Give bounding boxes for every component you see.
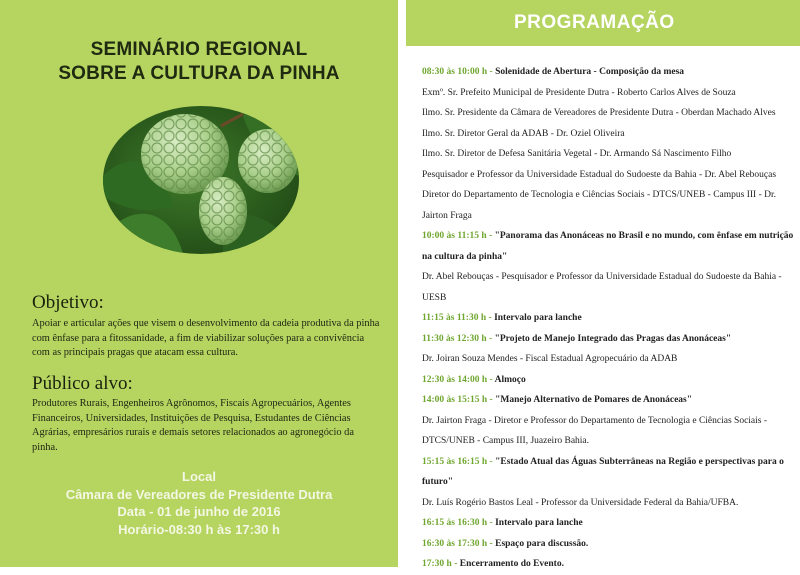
schedule-detail: Ilmo. Sr. Presidente da Câmara de Vereadores de Presidente Dutra - Oberdan Machado Alves (422, 108, 776, 118)
schedule-event: "Estado Atual das Águas Subterrâneas na Região e perspectivas para o (495, 456, 784, 467)
objetivo-heading: Objetivo: (32, 292, 104, 313)
schedule-time: 17:30 h - (422, 559, 460, 569)
schedule-line (422, 534, 798, 555)
schedule-event: "Projeto de Manejo Integrado das Pragas das Anonáceas" (494, 333, 732, 344)
schedule-detail: Dr. Jairton Fraga - Diretor e Professor do Departamento de Tecnologia e Ciências Sociais - (422, 415, 768, 426)
local-place: Câmara de Vereadores de Presidente Dutra (65, 486, 333, 502)
schedule-line (422, 247, 798, 268)
schedule-line (422, 206, 798, 227)
schedule-detail: Dr. Joiran Souza Mendes - Fiscal Estadual Agropecuário da ADAB (422, 354, 678, 364)
schedule-event: "Manejo Alternativo de Pomares de Anonáceas" (495, 395, 693, 405)
left-panel (0, 0, 398, 567)
schedule-detail: UESB (422, 292, 447, 303)
schedule-event: na cultura da pinha" (422, 251, 508, 262)
schedule-line (422, 308, 798, 329)
schedule-line (422, 124, 798, 145)
programacao-heading: PROGRAMAÇÃO (514, 12, 675, 33)
schedule-time: 16:30 às 17:30 h - (422, 538, 496, 549)
event-time: Horário-08:30 h às 17:30 h (118, 521, 280, 537)
schedule-event: Solenidade de Abertura - Composição da mesa (495, 67, 685, 77)
schedule-detail: Diretor do Departamento de Tecnologia e Ciências Sociais - DTCS/UNEB - Campus III - Dr. (422, 190, 777, 200)
schedule-line (422, 83, 798, 104)
schedule-time: 11:15 às 11:30 h - (422, 313, 495, 323)
schedule-line (422, 452, 798, 473)
schedule-time: 08:30 às 10:00 h - (422, 67, 496, 77)
fruit-illustration (103, 106, 299, 254)
schedule-detail: Dr. Abel Rebouças - Pesquisador e Professor da Universidade Estadual do Sudoeste da Bahia - (422, 272, 782, 282)
schedule-line (422, 493, 798, 514)
schedule-detail: DTCS/UNEB - Campus III, Juazeiro Bahia. (422, 436, 590, 446)
schedule-event: Almoço (494, 374, 526, 385)
schedule-detail: Jairton Fraga (422, 210, 472, 221)
schedule-detail: Ilmo. Sr. Diretor de Defesa Sanitária Vegetal - Dr. Armando Sá Nascimento Filho (422, 149, 732, 159)
schedule-line (422, 226, 798, 247)
seminar-title (0, 38, 398, 86)
schedule-line (422, 165, 798, 186)
schedule-time: 14:00 às 15:15 h - (422, 395, 496, 405)
title-line-2: SOBRE A CULTURA DA PINHA (58, 63, 340, 84)
schedule-event: futuro" (422, 477, 453, 487)
schedule-line (422, 349, 798, 370)
schedule-event: Encerramento do Evento. (459, 559, 564, 569)
schedule-line (422, 267, 798, 288)
schedule-event: "Panorama das Anonáceas no Brasil e no mundo, com ênfase em nutrição (494, 231, 794, 241)
schedule-time: 16:15 às 16:30 h - (422, 518, 496, 528)
schedule-line (422, 185, 798, 206)
schedule-line (422, 62, 798, 83)
schedule-time: 15:15 às 16:15 h - (422, 456, 496, 467)
publico-alvo-text: Produtores Rurais, Engenheiros Agrônomos, Fiscais Agropecuários, Agentes Financeiros, Universidades, Instituições de Pesquisa, Estudantes de Ciências Agrárias, empresários rurais e demais setores relacionados ao agronegócio da pinha. (32, 398, 354, 453)
objetivo-text: Apoiar e articular ações que visem o desenvolvimento da cadeia produtiva da pinha com ênfase para a fitossanidade, a fim de viabilizar soluções para a convivência com as principais pragas que atacam essa cultura. (32, 318, 380, 359)
schedule-detail: Pesquisador e Professor da Universidade Estadual do Sudoeste da Bahia - Dr. Abel Rebouças (422, 169, 777, 180)
schedule-time: 11:30 às 12:30 h - (422, 333, 495, 344)
schedule-time: 12:30 às 14:00 h - (422, 374, 495, 385)
schedule-line (422, 411, 798, 432)
event-details (0, 468, 398, 538)
publico-alvo-heading: Público alvo: (32, 373, 133, 394)
schedule-event: Espaço para discussão. (495, 538, 589, 549)
schedule-list (422, 62, 798, 575)
schedule-line (422, 370, 798, 391)
pinha-fruit-photo (103, 106, 299, 254)
schedule-detail: Dr. Luís Rogério Bastos Leal - Professor da Universidade Federal da Bahia/UFBA. (422, 497, 739, 508)
schedule-line (422, 329, 798, 350)
schedule-detail: Exmº. Sr. Prefeito Municipal de Presidente Dutra - Roberto Carlos Alves de Souza (422, 87, 736, 98)
schedule-line (422, 554, 798, 575)
event-date: Data - 01 de junho de 2016 (117, 504, 281, 519)
schedule-event: Intervalo para lanche (494, 313, 582, 323)
schedule-line (422, 103, 798, 124)
title-line-1: SEMINÁRIO REGIONAL (90, 39, 308, 60)
schedule-line (422, 513, 798, 534)
schedule-event: Intervalo para lanche (495, 518, 583, 528)
right-panel (406, 0, 800, 567)
schedule-line (422, 472, 798, 493)
page-divider (398, 0, 406, 567)
local-label: Local (182, 469, 216, 484)
schedule-line (422, 431, 798, 452)
schedule-line (422, 390, 798, 411)
schedule-time: 10:00 às 11:15 h - (422, 231, 495, 241)
schedule-line (422, 288, 798, 309)
schedule-line (422, 144, 798, 165)
schedule-detail: Ilmo. Sr. Diretor Geral da ADAB - Dr. Oziel Oliveira (422, 128, 625, 139)
